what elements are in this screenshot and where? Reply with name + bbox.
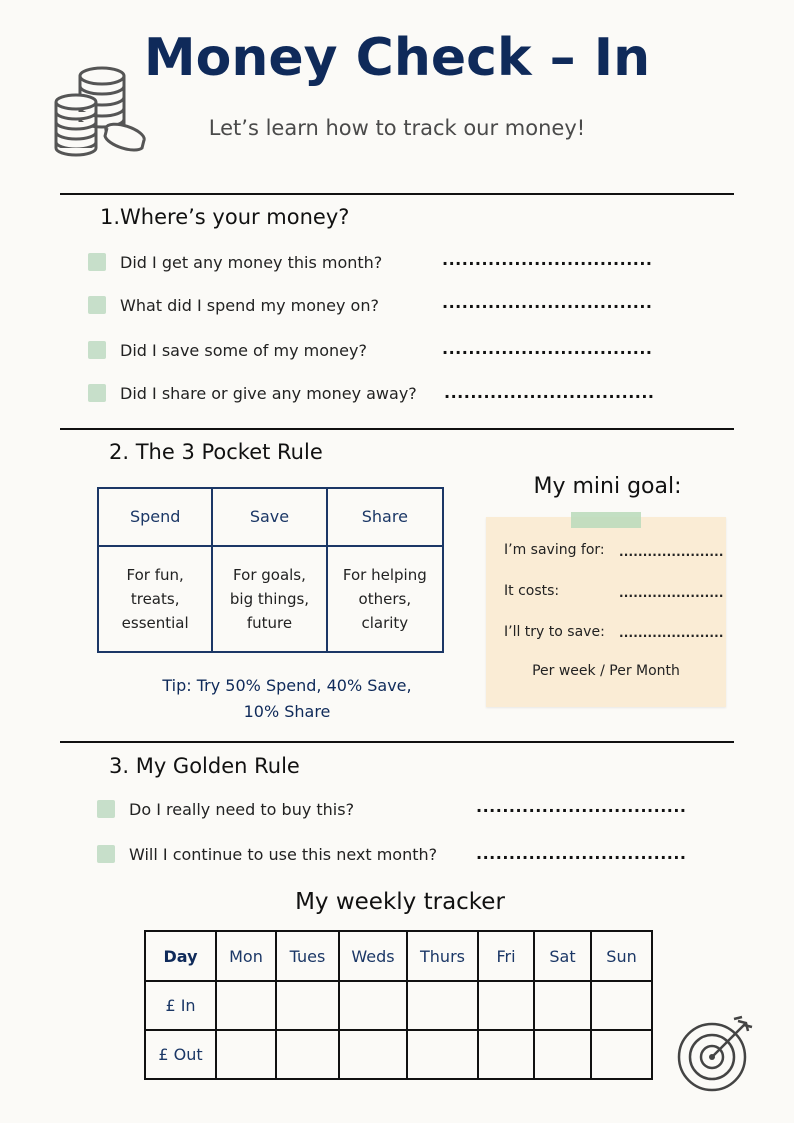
answer-line[interactable]: ................................ — [444, 383, 655, 402]
tracker-corner: Day — [145, 931, 216, 981]
pocket-rule-table — [97, 487, 444, 653]
answer-line[interactable]: ................................ — [442, 250, 653, 269]
divider — [60, 741, 734, 743]
pocket-header-share: Share — [328, 489, 442, 547]
pocket-desc-save: For goals, big things, future — [213, 547, 327, 651]
day-tues: Tues — [276, 931, 339, 981]
day-weds: Weds — [339, 931, 407, 981]
pocket-desc-spend: For fun, treats, essential — [99, 547, 213, 651]
checkbox[interactable] — [88, 341, 106, 359]
tracker-cell[interactable] — [276, 1030, 339, 1079]
goal-answer-line[interactable]: ...................... — [619, 626, 724, 640]
day-mon: Mon — [216, 931, 276, 981]
tracker-cell[interactable] — [407, 981, 478, 1030]
tracker-cell[interactable] — [591, 981, 652, 1030]
day-sat: Sat — [534, 931, 591, 981]
question-label: What did I spend my money on? — [120, 295, 379, 315]
question-label: Will I continue to use this next month? — [129, 844, 438, 864]
page-subtitle: Let’s learn how to track our money! — [208, 116, 586, 140]
page-title: Money Check – In — [143, 28, 651, 88]
tracker-cell[interactable] — [591, 1030, 652, 1079]
pocket-desc-share: For helping others, clarity — [342, 566, 427, 632]
checklist-item — [97, 840, 437, 868]
checkbox[interactable] — [88, 253, 106, 271]
tracker-cell[interactable] — [478, 1030, 534, 1079]
section-2-title: 2. The 3 Pocket Rule — [109, 440, 323, 464]
goal-period[interactable]: Per week / Per Month — [532, 663, 680, 679]
pocket-header-save: Save — [213, 489, 327, 547]
question-label: Did I save some of my money? — [120, 340, 367, 360]
pocket-header-spend: Spend — [99, 489, 213, 547]
question-label: Did I get any money this month? — [120, 252, 383, 272]
target-arrow-icon — [676, 1013, 756, 1093]
goal-answer-line[interactable]: ...................... — [619, 586, 724, 600]
answer-line[interactable]: ................................ — [442, 293, 653, 312]
tracker-cell[interactable] — [407, 1030, 478, 1079]
answer-line[interactable]: ................................ — [476, 844, 687, 863]
tracker-cell[interactable] — [339, 981, 407, 1030]
checklist-item — [88, 379, 417, 407]
tip-text: Tip: Try 50% Spend, 40% Save, 10% Share — [162, 676, 412, 721]
tracker-cell[interactable] — [478, 981, 534, 1030]
tracker-cell[interactable] — [276, 981, 339, 1030]
answer-line[interactable]: ................................ — [476, 797, 687, 816]
checkbox[interactable] — [97, 800, 115, 818]
day-fri: Fri — [478, 931, 534, 981]
section-3-title: 3. My Golden Rule — [109, 754, 300, 778]
tracker-title: My weekly tracker — [295, 889, 505, 915]
row-label-out: £ Out — [145, 1030, 216, 1079]
day-sun: Sun — [591, 931, 652, 981]
goal-label: I’ll try to save: — [504, 624, 605, 640]
checklist-item — [97, 795, 354, 823]
tracker-cell[interactable] — [339, 1030, 407, 1079]
section-1-title: 1.Where’s your money? — [100, 205, 350, 229]
checklist-item — [88, 248, 382, 276]
goal-label: I’m saving for: — [504, 542, 605, 558]
question-label: Did I share or give any money away? — [120, 383, 417, 403]
row-label-in: £ In — [145, 981, 216, 1030]
question-label: Do I really need to buy this? — [129, 799, 355, 819]
tape-strip — [571, 512, 641, 528]
checkbox[interactable] — [97, 845, 115, 863]
tracker-cell[interactable] — [216, 981, 276, 1030]
goal-label: It costs: — [504, 583, 560, 599]
checkbox[interactable] — [88, 384, 106, 402]
divider — [60, 428, 734, 430]
weekly-tracker-table — [144, 930, 653, 1080]
mini-goal-title: My mini goal: — [533, 474, 682, 499]
checkbox[interactable] — [88, 296, 106, 314]
tracker-cell[interactable] — [216, 1030, 276, 1079]
checklist-item — [88, 291, 379, 319]
checklist-item — [88, 336, 367, 364]
goal-answer-line[interactable]: ...................... — [619, 545, 724, 559]
day-thurs: Thurs — [407, 931, 478, 981]
answer-line[interactable]: ................................ — [442, 339, 653, 358]
divider — [60, 193, 734, 195]
tracker-cell[interactable] — [534, 981, 591, 1030]
tracker-cell[interactable] — [534, 1030, 591, 1079]
